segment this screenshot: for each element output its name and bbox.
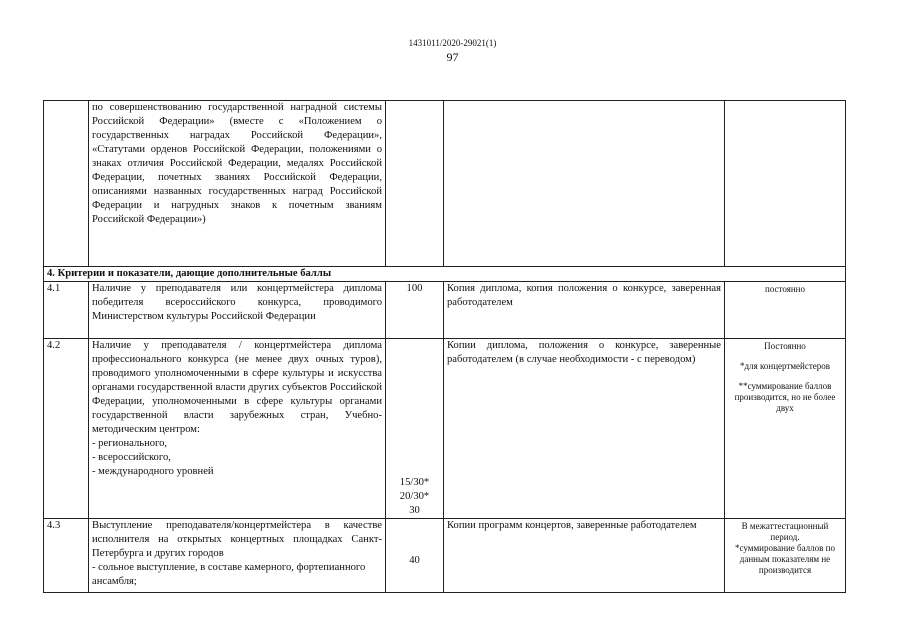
points-regional: 15/30* <box>399 477 430 488</box>
section-title: 4. Критерии и показатели, дающие дополнительные баллы <box>44 267 846 282</box>
level-regional: - регионального, <box>92 438 168 449</box>
docs-cell: Копии программ концертов, заверенные работодателем <box>444 519 725 593</box>
page-number: 97 <box>446 50 459 64</box>
row-number: 4.3 <box>44 519 89 593</box>
section-header-row <box>44 267 846 282</box>
note-cell <box>725 101 846 267</box>
points-international: 30 <box>409 505 420 516</box>
criterion-text: Выступление преподавателя/концертмейстера в качестве исполнителя на открытых концертных площадках Санкт-Петербурга и других городов <box>92 520 382 559</box>
table-row-4-3 <box>44 519 846 593</box>
note-period: В межаттестационный период. <box>741 521 829 542</box>
docs-cell <box>444 101 725 267</box>
row-number: 4.1 <box>44 282 89 339</box>
criterion-item: - сольное выступление, в составе камерного, фортепианного ансамбля; <box>92 562 366 587</box>
note-cell <box>725 339 846 519</box>
table-row-4-2 <box>44 339 846 519</box>
criterion-text: Наличие у преподавателя / концертмейстера диплома профессионального конкурса (не менее двух очных туров), проводимого уполномоченными в сфере культуры и искусства органами государственной власти других субъектов Российской Федерации, уполномоченными в сфере культуры органами государственной власти зарубежных стран, Учебно-методическим центром: <box>92 340 382 435</box>
note-cell: постоянно <box>725 282 846 339</box>
points-cell: 100 <box>386 282 444 339</box>
table-row-continuation <box>44 101 846 267</box>
criteria-table <box>43 100 846 593</box>
note-accompanists: *для концертмейстеров <box>740 361 830 371</box>
document-id: 1431011/2020-29021(1) <box>408 38 497 48</box>
criterion-cell <box>89 519 386 593</box>
note-summation: *суммирование баллов по данным показателям не производится <box>735 543 835 575</box>
note-cell <box>725 519 846 593</box>
points-cell <box>386 339 444 519</box>
table-row-4-1 <box>44 282 846 339</box>
criterion-cell: по совершенствованию государственной наградной системы Российской Федерации» (вместе с «Положением о государственных наградах Российской Федерации», «Статутами орденов Российской Федерации, положениями о знаках отличия Российской Федерации, медалях Российской Федерации, почетных званиях Российской Федерации, описаниями названных государственных наград Российской Федерации и нагрудных знаков к почетным званиям Российской Федерации») <box>89 101 386 267</box>
criterion-cell <box>89 339 386 519</box>
level-national: - всероссийского, <box>92 452 171 463</box>
points-national: 20/30* <box>399 491 430 502</box>
criterion-cell: Наличие у преподавателя или концертмейстера диплома победителя всероссийского конкурса, проводимого Министерством культуры Российской Федерации <box>89 282 386 339</box>
points-cell: 40 <box>386 519 444 593</box>
level-international: - международного уровней <box>92 466 214 477</box>
points-cell <box>386 101 444 267</box>
docs-cell: Копия диплома, копия положения о конкурсе, заверенная работодателем <box>444 282 725 339</box>
row-number: 4.2 <box>44 339 89 519</box>
num-cell <box>44 101 89 267</box>
note-summation: **суммирование баллов производится, но не более двух <box>734 381 836 413</box>
docs-cell: Копии диплома, положения о конкурсе, заверенные работодателем (в случае необходимости - с переводом) <box>444 339 725 519</box>
note-permanent: Постоянно <box>764 341 806 351</box>
